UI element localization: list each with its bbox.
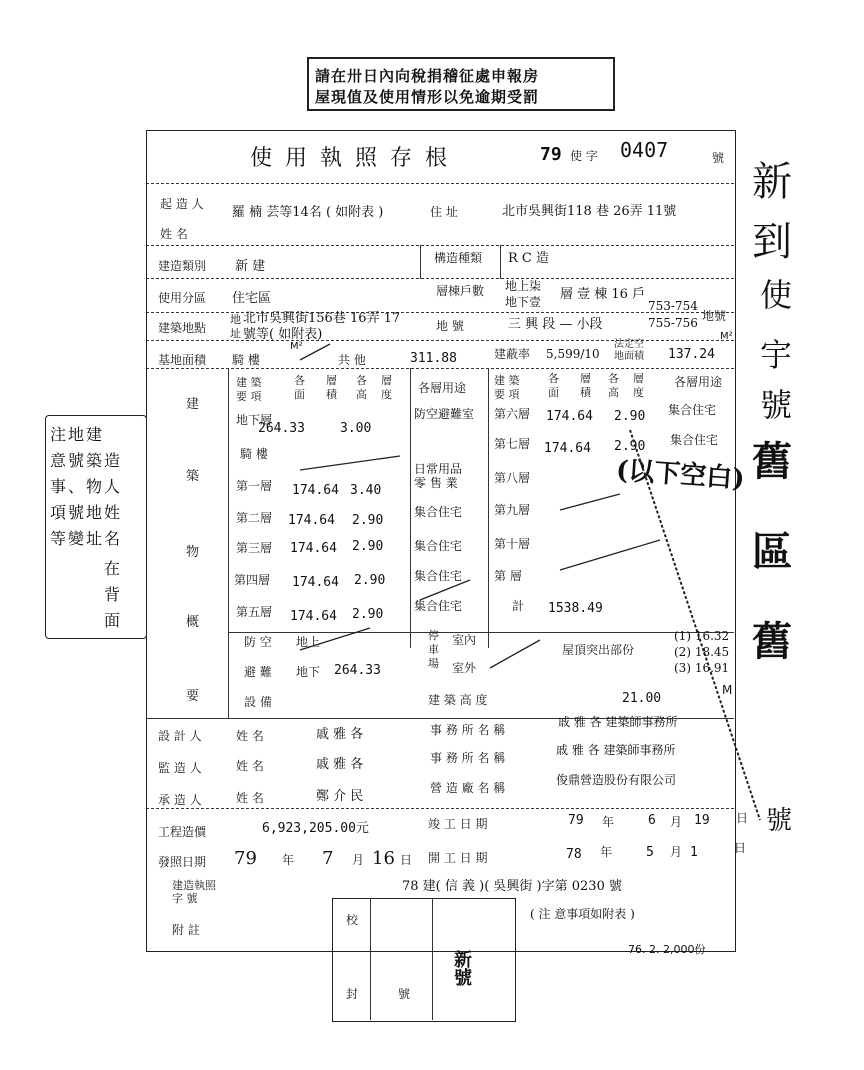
structure-label: 構造種類 [434,251,483,265]
designer-label: 設 計 人 [158,729,202,743]
zone-value: 住宅區 [232,291,272,306]
site-value-1: 北市吳興街156巷 16弄 17 [243,311,401,326]
contractor-name: 鄭 介 民 [316,789,364,804]
site-sub-1: 地 [230,313,241,326]
completion-year: 79 [568,813,584,828]
designer-name: 戚 雅 各 [316,727,364,742]
completion-label: 竣 工 日 期 [428,817,488,831]
floors-rest: 層 壹 棟 16 戶 [560,287,646,302]
type-value: 新 建 [235,259,266,274]
floor-label: 第一層 [236,479,273,493]
floor-label: 第二層 [236,511,273,525]
review-check-label: 校 [346,913,359,927]
floor-area: 174.64 [292,575,339,590]
roof-label: 屋頂突出部份 [562,643,635,657]
floor-height: 2.90 [352,539,384,554]
side-notice-line: 背 [104,585,123,604]
legal-label-2: 地面積 [614,351,644,362]
floor-area: 264.33 [258,421,305,436]
floor-label: 第 層 [494,569,522,583]
notice-line-1: 請在卅日內向稅捐稽征處申報房 [315,67,540,85]
remarks-value: ( 注 意事項如附表 ) [530,907,635,921]
builder-label: 起 造 人 [160,197,204,211]
shelter-down-label: 地下 [296,665,321,679]
floor-use: 集合住宅 [670,433,719,447]
base-area-label: 基地面積 [158,353,207,367]
below-blank-note: (以下空白) [615,455,746,495]
designer-office-label: 事 務 所 名 稱 [430,723,506,737]
zone-label: 使用分區 [158,291,207,305]
floor-height: 2.90 [354,573,386,588]
year-unit: 年 [602,815,615,829]
floor-area: 174.64 [546,409,593,424]
floor-label: 計 [512,599,525,613]
side-notice-line: 事、物人 [50,477,123,496]
parking-label-3: 場 [428,657,439,670]
side-label: 物 [186,545,200,560]
supervisor-office: 戚 雅 各 建築師事務所 [556,743,676,757]
unit-m2: M² [290,341,303,352]
col-use-header: 各層用途 [418,381,467,395]
day-unit: 日 [736,811,749,825]
side-notice-line: 在 [104,559,123,578]
floor-height: 3.40 [350,483,382,498]
parking-outdoor: 室外 [452,661,477,675]
site-sub-2: 址 [230,327,241,340]
side-notice-line: 意號築造 [50,451,123,470]
floor-total-area: 1538.49 [548,601,603,616]
side-notice-line: 面 [104,611,123,630]
permit-label-1: 建造執照 [172,879,216,892]
shelter-up-label: 地上 [296,635,321,649]
start-month: 5 [646,845,654,860]
issue-label: 發照日期 [158,855,207,869]
shelter-label-2: 避 難 [244,665,272,679]
month-unit: 月 [670,845,683,859]
side-label: 要 [186,689,200,704]
shelter-label-1: 防 空 [244,635,272,649]
margin-char: 到 [752,219,792,265]
site-value-2: 號等( 如附表) [243,327,323,342]
col-height-header-right: 各 層 高 度 [608,372,644,400]
coverage-value: 5,599/10 [546,347,600,361]
floor-area: 174.64 [290,609,337,624]
floor-area: 174.64 [544,441,591,456]
start-year: 78 [566,847,582,862]
col-use-header-right: 各層用途 [674,375,723,389]
base-other-value: 311.88 [410,351,457,366]
lot-label: 地 號 [436,319,464,333]
floor-use: 防空避難室 [414,407,475,421]
floor-use: 集合住宅 [414,599,463,613]
cost-label: 工程造價 [158,825,207,839]
supervisor-label: 監 造 人 [158,761,202,775]
roof-value: (3) 16.91 [674,661,730,675]
supervisor-office-label: 事 務 所 名 稱 [430,751,506,765]
floor-label: 第三層 [236,541,273,555]
floor-use: 日常用品 零 售 業 [414,462,463,491]
side-notice-line: 等變址名 [50,529,123,548]
floor-area: 174.64 [292,483,339,498]
margin-char: 舊 [752,618,792,665]
floor-use: 集合住宅 [668,403,717,417]
floor-height: 2.90 [614,439,646,454]
lot-value: 三 興 段 — 小段 [508,317,603,332]
issue-day: 16 [372,848,395,869]
margin-char: 使 [760,276,793,314]
issue-year: 79 [234,848,257,869]
unit-m2: M² [720,331,733,342]
address-label: 住 址 [430,205,458,219]
contractor-name-label: 姓 名 [236,791,264,805]
floor-label: 第五層 [236,605,273,619]
review-draft-label: 號 [398,987,411,1001]
year-unit: 年 [600,845,613,859]
parking-label-2: 車 [428,643,439,656]
floor-label: 第九層 [494,503,531,517]
site-label: 建築地點 [158,321,207,335]
floor-height: 2.90 [352,513,384,528]
legal-label-1: 法定空 [614,339,644,350]
floor-label: 第八層 [494,471,531,485]
margin-char: 區 [752,528,792,575]
structure-value: R C 造 [508,251,549,266]
floor-label: 第十層 [494,537,531,551]
completion-month: 6 [648,813,656,828]
legal-value: 137.24 [668,347,715,362]
contractor-firm: 俊鼎營造股份有限公司 [556,773,677,787]
month-unit: 月 [352,853,365,867]
permit-suffix: 號 [712,151,725,165]
col-area-header: 各 層 面 積 [294,374,337,402]
day-unit: 日 [734,841,747,855]
side-notice-line: 注地建 [50,425,105,444]
margin-char: 新 [752,159,792,205]
floors-up: 地上柒 [505,279,542,293]
floor-area: 174.64 [290,541,337,556]
review-seal-label: 封 [346,987,359,1001]
parking-indoor: 室內 [452,633,477,647]
col-area-header-right: 各 層 面 積 [548,372,591,400]
side-label: 建 [186,397,200,412]
contractor-label: 承 造 人 [158,793,202,807]
lot-suffix: 地號 [702,309,727,323]
floor-use: 集合住宅 [414,505,463,519]
base-other-label: 共 他 [338,353,366,367]
year-unit: 年 [282,853,295,867]
builder-value: 羅 楠 芸等14名 ( 如附表 ) [232,205,384,220]
floor-area: 174.64 [288,513,335,528]
margin-char: 號 [766,806,793,836]
roof-value: (2) 18.45 [674,645,730,659]
builder-name-label: 姓 名 [160,227,188,241]
col-item-header: 建 築 要 項 [236,376,262,404]
floor-label: 第六層 [494,407,531,421]
unit-m: M [722,683,733,697]
form-code: 76. 2. 2,000份 [628,943,706,956]
designer-name-label: 姓 名 [236,729,264,743]
floor-label: 第七層 [494,437,531,451]
day-unit: 日 [400,853,413,867]
supervisor-name-label: 姓 名 [236,759,264,773]
cost-value: 6,923,205.00元 [262,821,369,836]
floor-label: 騎 樓 [240,447,268,461]
start-day: 1 [690,845,698,860]
roof-value: (1) 16.32 [674,629,730,643]
address-value: 北市吳興街118 巷 26弄 11號 [502,204,677,219]
month-unit: 月 [670,815,683,829]
floors-down: 地下壹 [505,295,542,309]
issue-month: 7 [322,848,334,869]
base-arcade-label: 騎 樓 [232,353,260,367]
side-notice-line: 項號地姓 [50,503,123,522]
permit-year: 79 [540,144,562,165]
permit-word: 使 字 [570,149,598,163]
lot-nums-1: 753-754 [648,299,698,313]
side-label: 概 [186,615,200,630]
height-value: 21.00 [622,691,662,706]
form-title: 使 用 執 照 存 根 [250,146,450,171]
margin-char: 舊 [752,438,792,485]
height-label: 建 築 高 度 [428,693,488,707]
designer-office: 戚 雅 各 建築師事務所 [558,715,678,729]
completion-day: 19 [694,813,710,828]
col-height-header: 各 層 高 度 [356,374,392,402]
coverage-label: 建蔽率 [494,347,531,361]
margin-char: 號 [760,386,793,424]
floor-use: 集合住宅 [414,539,463,553]
floor-height: 2.90 [614,409,646,424]
margin-char: 宇 [760,336,793,374]
notice-line-2: 屋現值及使用情形以免逾期受罰 [315,88,540,106]
shelter-label-3: 設 備 [244,695,272,709]
remarks-label: 附 註 [172,923,200,937]
floors-label: 層棟戶數 [436,284,485,298]
floor-use: 集合住宅 [414,569,463,583]
floor-label: 地下層 [236,413,273,427]
type-label: 建造類別 [158,259,207,273]
col-item-header-right: 建 築 要 項 [494,374,520,402]
shelter-down-value: 264.33 [334,663,381,678]
permit-number: 0407 [620,138,669,162]
floor-height: 2.90 [352,607,384,622]
lot-nums-2: 755-756 [648,316,698,330]
new-number-stamp: 新號 [451,950,472,986]
contractor-firm-label: 營 造 廠 名 稱 [430,781,506,795]
parking-label-1: 停 [428,629,439,642]
supervisor-name: 戚 雅 各 [316,757,364,772]
permit-label-2: 字 號 [172,892,198,905]
permit-ref: 78 建( 信 義 )( 吳興街 )字第 0230 號 [402,879,622,894]
floor-label: 第四層 [234,573,271,587]
floor-height: 3.00 [340,421,372,436]
side-label: 築 [186,469,200,484]
start-label: 開 工 日 期 [428,851,488,865]
